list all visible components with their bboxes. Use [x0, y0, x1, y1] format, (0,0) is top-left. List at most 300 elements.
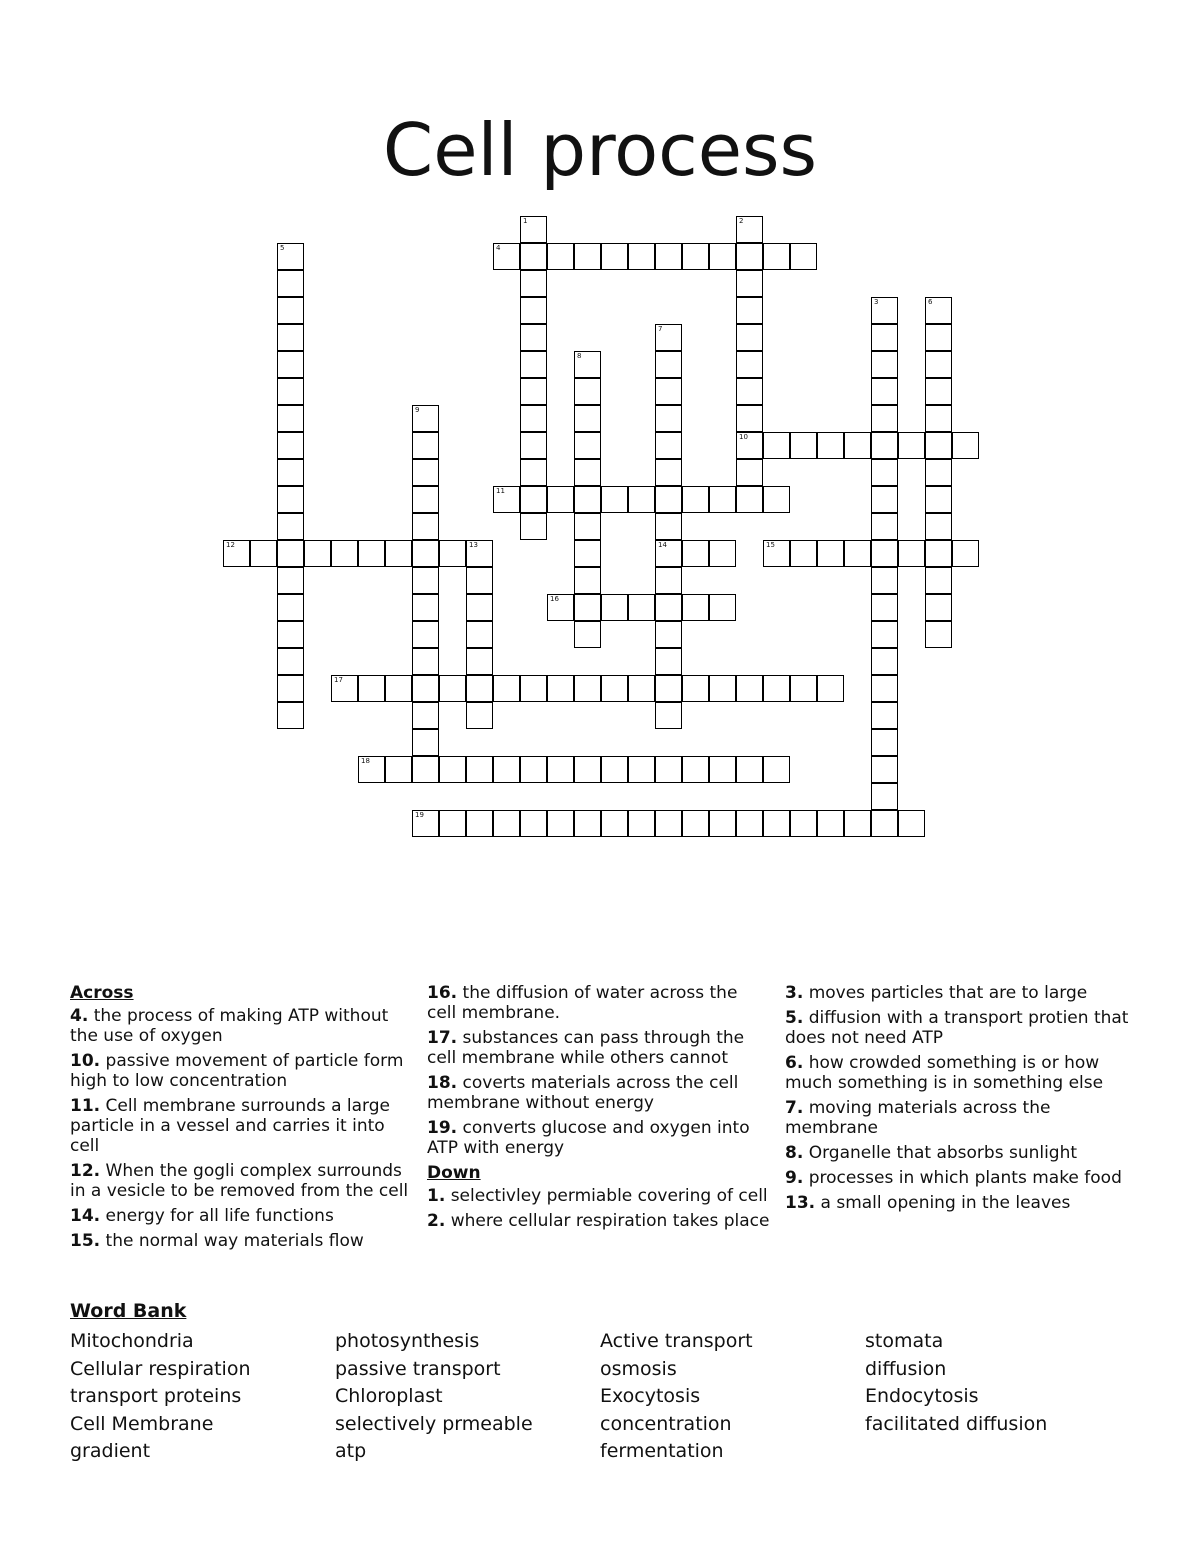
word-bank-item: Cellular respiration: [70, 1357, 251, 1380]
crossword-cell[interactable]: [223, 540, 250, 567]
crossword-cell[interactable]: [736, 378, 763, 405]
crossword-cell[interactable]: [736, 810, 763, 837]
crossword-cell[interactable]: [655, 648, 682, 675]
crossword-cell[interactable]: [682, 243, 709, 270]
crossword-cell[interactable]: [952, 432, 979, 459]
crossword-cell[interactable]: [871, 540, 898, 567]
clue-number-label: 16: [550, 595, 559, 603]
crossword-cell[interactable]: [871, 702, 898, 729]
crossword-cell[interactable]: [277, 567, 304, 594]
crossword-cell[interactable]: [925, 621, 952, 648]
crossword-cell[interactable]: [925, 432, 952, 459]
crossword-cell[interactable]: [466, 567, 493, 594]
crossword-cell[interactable]: [277, 432, 304, 459]
crossword-cell[interactable]: [763, 756, 790, 783]
down-clue: [427, 1211, 772, 1231]
crossword-cell[interactable]: [682, 675, 709, 702]
crossword-cell[interactable]: [871, 648, 898, 675]
word-bank-item: Chloroplast: [335, 1385, 443, 1408]
across-clue: [427, 1028, 772, 1068]
crossword-cell[interactable]: [520, 216, 547, 243]
crossword-cell[interactable]: [358, 540, 385, 567]
down-clue: [785, 1098, 1130, 1138]
crossword-cell[interactable]: [412, 675, 439, 702]
across-clue: [70, 1161, 415, 1201]
crossword-cell[interactable]: [925, 297, 952, 324]
word-bank-item: Mitochondria: [70, 1330, 194, 1352]
crossword-cell[interactable]: [925, 513, 952, 540]
crossword-cell[interactable]: [412, 513, 439, 540]
clue-text: the process of making ATP without the use of oxygen: [70, 1006, 389, 1046]
word-bank-item: passive transport: [335, 1357, 501, 1380]
crossword-cell[interactable]: [574, 594, 601, 621]
crossword-cell[interactable]: [439, 540, 466, 567]
down-clue: [427, 1186, 772, 1206]
crossword-cell[interactable]: [277, 243, 304, 270]
crossword-cell[interactable]: [844, 432, 871, 459]
down-clue: [785, 1193, 1130, 1213]
crossword-cell[interactable]: [304, 540, 331, 567]
crossword-cell[interactable]: [655, 702, 682, 729]
crossword-cell[interactable]: [466, 756, 493, 783]
crossword-cell[interactable]: [871, 783, 898, 810]
crossword-cell[interactable]: [763, 675, 790, 702]
word-bank-item: concentration: [600, 1412, 732, 1435]
crossword-cell[interactable]: [871, 513, 898, 540]
clue-number-label: 7: [658, 325, 663, 333]
down-heading: Down: [427, 1163, 481, 1183]
across-clue: [70, 1006, 415, 1046]
crossword-cell[interactable]: [763, 540, 790, 567]
crossword-cell[interactable]: [574, 675, 601, 702]
crossword-cell[interactable]: [736, 675, 763, 702]
crossword-cell[interactable]: [925, 459, 952, 486]
crossword-cell[interactable]: [520, 432, 547, 459]
crossword-cell[interactable]: [412, 567, 439, 594]
clue-number-label: 18: [361, 757, 370, 765]
crossword-cell[interactable]: [574, 486, 601, 513]
crossword-cell[interactable]: [574, 459, 601, 486]
word-bank-item: selectively prmeable: [335, 1412, 533, 1435]
crossword-cell[interactable]: [682, 810, 709, 837]
crossword-cell[interactable]: [871, 351, 898, 378]
word-bank-item: facilitated diffusion: [865, 1412, 1048, 1435]
crossword-cell[interactable]: [871, 324, 898, 351]
crossword-cell[interactable]: [250, 540, 277, 567]
crossword-cell[interactable]: [790, 432, 817, 459]
crossword-cell[interactable]: [277, 459, 304, 486]
crossword-cell[interactable]: [871, 756, 898, 783]
crossword-cell[interactable]: [601, 810, 628, 837]
crossword-cell[interactable]: [277, 324, 304, 351]
crossword-cell[interactable]: [493, 486, 520, 513]
crossword-cell[interactable]: [925, 567, 952, 594]
crossword-cell[interactable]: [655, 486, 682, 513]
crossword-cell[interactable]: [736, 459, 763, 486]
word-bank-item: diffusion: [865, 1357, 947, 1380]
clue-text: a small opening in the leaves: [820, 1193, 1071, 1213]
crossword-cell[interactable]: [871, 405, 898, 432]
clue-text: the normal way materials flow: [105, 1231, 364, 1251]
crossword-cell[interactable]: [925, 594, 952, 621]
crossword-cell[interactable]: [412, 702, 439, 729]
clue-number: 16.: [427, 983, 458, 1003]
crossword-cell[interactable]: [574, 243, 601, 270]
crossword-cell[interactable]: [817, 675, 844, 702]
crossword-cell[interactable]: [277, 675, 304, 702]
crossword-cell[interactable]: [412, 648, 439, 675]
clue-number-label: 1: [523, 217, 528, 225]
clue-number: 15.: [70, 1231, 101, 1251]
crossword-cell[interactable]: [628, 243, 655, 270]
crossword-cell[interactable]: [466, 810, 493, 837]
crossword-cell[interactable]: [277, 594, 304, 621]
crossword-cell[interactable]: [520, 486, 547, 513]
crossword-cell[interactable]: [736, 270, 763, 297]
crossword-cell[interactable]: [277, 702, 304, 729]
clue-number-label: 19: [415, 811, 424, 819]
clue-text: processes in which plants make food: [808, 1168, 1122, 1188]
clue-number-label: 10: [739, 433, 748, 441]
crossword-cell[interactable]: [655, 513, 682, 540]
crossword-cell[interactable]: [736, 324, 763, 351]
crossword-cell[interactable]: [466, 702, 493, 729]
crossword-cell[interactable]: [574, 621, 601, 648]
clue-number: 12.: [70, 1161, 101, 1181]
crossword-cell[interactable]: [574, 405, 601, 432]
crossword-cell[interactable]: [871, 378, 898, 405]
clue-number-label: 11: [496, 487, 505, 495]
crossword-cell[interactable]: [736, 405, 763, 432]
crossword-cell[interactable]: [655, 810, 682, 837]
crossword-cell[interactable]: [520, 243, 547, 270]
crossword-cell[interactable]: [412, 756, 439, 783]
crossword-cell[interactable]: [439, 810, 466, 837]
word-bank-item: Active transport: [600, 1330, 753, 1352]
clue-text: converts glucose and oxygen into ATP with energy: [427, 1118, 750, 1158]
crossword-cell[interactable]: [574, 756, 601, 783]
crossword-cell[interactable]: [520, 297, 547, 324]
word-bank-item: osmosis: [600, 1357, 677, 1380]
crossword-cell[interactable]: [412, 729, 439, 756]
crossword-cell[interactable]: [277, 513, 304, 540]
crossword-cell[interactable]: [547, 810, 574, 837]
crossword-cell[interactable]: [871, 432, 898, 459]
clue-number: 19.: [427, 1118, 458, 1138]
clue-number: 13.: [785, 1193, 816, 1213]
crossword-cell[interactable]: [628, 486, 655, 513]
crossword-cell[interactable]: [385, 756, 412, 783]
crossword-cell[interactable]: [412, 405, 439, 432]
clue-text: energy for all life functions: [105, 1206, 334, 1226]
crossword-cell[interactable]: [655, 324, 682, 351]
crossword-cell[interactable]: [628, 756, 655, 783]
crossword-cell[interactable]: [682, 540, 709, 567]
crossword-cell[interactable]: [763, 243, 790, 270]
crossword-cell[interactable]: [925, 405, 952, 432]
crossword-cell[interactable]: [736, 216, 763, 243]
crossword-cell[interactable]: [601, 675, 628, 702]
clue-number-label: 2: [739, 217, 744, 225]
crossword-cell[interactable]: [871, 621, 898, 648]
crossword-cell[interactable]: [277, 351, 304, 378]
clue-number: 9.: [785, 1168, 804, 1188]
crossword-cell[interactable]: [709, 243, 736, 270]
crossword-cell[interactable]: [871, 297, 898, 324]
crossword-cell[interactable]: [871, 729, 898, 756]
crossword-cell[interactable]: [736, 351, 763, 378]
crossword-cell[interactable]: [817, 540, 844, 567]
crossword-cell[interactable]: [520, 513, 547, 540]
crossword-cell[interactable]: [493, 675, 520, 702]
crossword-cell[interactable]: [736, 756, 763, 783]
crossword-cell[interactable]: [331, 675, 358, 702]
down-clue: [785, 983, 1130, 1003]
crossword-cell[interactable]: [277, 378, 304, 405]
clue-text: selectivley permiable covering of cell: [450, 1186, 768, 1206]
clue-text: passive movement of particle form high to low concentration: [70, 1051, 404, 1091]
crossword-cell[interactable]: [412, 459, 439, 486]
clue-number: 2.: [427, 1211, 446, 1231]
crossword-cell[interactable]: [871, 567, 898, 594]
crossword-cell[interactable]: [925, 351, 952, 378]
crossword-cell[interactable]: [925, 486, 952, 513]
crossword-cell[interactable]: [763, 486, 790, 513]
crossword-cell[interactable]: [709, 594, 736, 621]
clues-column-1: [70, 983, 415, 1256]
crossword-cell[interactable]: [547, 756, 574, 783]
crossword-cell[interactable]: [331, 540, 358, 567]
crossword-cell[interactable]: [763, 810, 790, 837]
crossword-cell[interactable]: [709, 810, 736, 837]
crossword-cell[interactable]: [493, 243, 520, 270]
crossword-cell[interactable]: [277, 270, 304, 297]
crossword-cell[interactable]: [790, 675, 817, 702]
crossword-cell[interactable]: [520, 270, 547, 297]
crossword-cell[interactable]: [655, 756, 682, 783]
crossword-cell[interactable]: [439, 675, 466, 702]
crossword-cell[interactable]: [385, 540, 412, 567]
clue-text: diffusion with a transport protien that does not need ATP: [785, 1008, 1129, 1048]
crossword-cell[interactable]: [412, 540, 439, 567]
crossword-cell[interactable]: [277, 297, 304, 324]
crossword-cell[interactable]: [790, 540, 817, 567]
crossword-cell[interactable]: [817, 432, 844, 459]
clue-text: substances can pass through the cell membrane while others cannot: [427, 1028, 745, 1068]
crossword-cell[interactable]: [493, 810, 520, 837]
across-clue: [427, 1118, 772, 1158]
crossword-cell[interactable]: [466, 648, 493, 675]
clue-text: where cellular respiration takes place: [450, 1211, 770, 1231]
word-bank-column-2: [335, 1328, 595, 1466]
crossword-cell[interactable]: [574, 378, 601, 405]
crossword-cell[interactable]: [871, 675, 898, 702]
crossword-cell[interactable]: [466, 621, 493, 648]
crossword-cell[interactable]: [277, 621, 304, 648]
word-bank-item: Exocytosis: [600, 1385, 701, 1408]
crossword-cell[interactable]: [655, 621, 682, 648]
crossword-cell[interactable]: [790, 810, 817, 837]
crossword-cell[interactable]: [925, 540, 952, 567]
clue-number-label: 8: [577, 352, 582, 360]
crossword-cell[interactable]: [520, 675, 547, 702]
crossword-cell[interactable]: [547, 243, 574, 270]
crossword-cell[interactable]: [601, 243, 628, 270]
crossword-cell[interactable]: [520, 351, 547, 378]
crossword-cell[interactable]: [736, 297, 763, 324]
clue-number: 3.: [785, 983, 804, 1003]
clue-number-label: 9: [415, 406, 420, 414]
crossword-cell[interactable]: [898, 432, 925, 459]
crossword-cell[interactable]: [655, 378, 682, 405]
crossword-cell[interactable]: [358, 756, 385, 783]
crossword-cell[interactable]: [844, 810, 871, 837]
clue-number: 17.: [427, 1028, 458, 1048]
crossword-cell[interactable]: [871, 594, 898, 621]
crossword-cell[interactable]: [277, 405, 304, 432]
crossword-cell[interactable]: [655, 675, 682, 702]
crossword-cell[interactable]: [790, 243, 817, 270]
crossword-cell[interactable]: [763, 432, 790, 459]
crossword-cell[interactable]: [655, 540, 682, 567]
clue-number-label: 6: [928, 298, 933, 306]
crossword-cell[interactable]: [709, 540, 736, 567]
crossword-cell[interactable]: [277, 486, 304, 513]
crossword-cell[interactable]: [736, 486, 763, 513]
clue-text: the diffusion of water across the cell membrane.: [427, 983, 738, 1023]
crossword-cell[interactable]: [574, 513, 601, 540]
crossword-cell[interactable]: [493, 756, 520, 783]
clue-text: coverts materials across the cell membrane without energy: [427, 1073, 739, 1113]
crossword-cell[interactable]: [898, 540, 925, 567]
crossword-cell[interactable]: [925, 324, 952, 351]
crossword-cell[interactable]: [574, 540, 601, 567]
crossword-cell[interactable]: [385, 675, 412, 702]
clue-text: moves particles that are to large: [808, 983, 1088, 1003]
word-bank-column-1: [70, 1328, 330, 1466]
crossword-cell[interactable]: [601, 594, 628, 621]
crossword-cell[interactable]: [547, 675, 574, 702]
crossword-cell[interactable]: [736, 432, 763, 459]
crossword-cell[interactable]: [277, 540, 304, 567]
clues-column-2: [427, 983, 772, 1236]
crossword-cell[interactable]: [574, 351, 601, 378]
crossword-cell[interactable]: [412, 432, 439, 459]
clue-number-label: 4: [496, 244, 501, 252]
crossword-cell[interactable]: [601, 756, 628, 783]
crossword-cell[interactable]: [601, 486, 628, 513]
crossword-cell[interactable]: [925, 378, 952, 405]
clue-number-label: 13: [469, 541, 478, 549]
word-bank-item: stomata: [865, 1330, 944, 1352]
crossword-cell[interactable]: [655, 243, 682, 270]
crossword-cell[interactable]: [520, 405, 547, 432]
crossword-cell[interactable]: [817, 810, 844, 837]
crossword-cell[interactable]: [574, 432, 601, 459]
clue-number-label: 14: [658, 541, 667, 549]
crossword-cell[interactable]: [871, 810, 898, 837]
crossword-cell[interactable]: [520, 459, 547, 486]
crossword-cell[interactable]: [466, 675, 493, 702]
crossword-cell[interactable]: [520, 810, 547, 837]
crossword-cell[interactable]: [844, 540, 871, 567]
crossword-cell[interactable]: [358, 675, 385, 702]
crossword-cell[interactable]: [520, 756, 547, 783]
crossword-cell[interactable]: [547, 486, 574, 513]
clue-number: 8.: [785, 1143, 804, 1163]
crossword-cell[interactable]: [628, 675, 655, 702]
crossword-cell[interactable]: [655, 594, 682, 621]
crossword-cell[interactable]: [277, 648, 304, 675]
clue-number: 4.: [70, 1006, 89, 1026]
crossword-cell[interactable]: [682, 486, 709, 513]
clue-text: Organelle that absorbs sunlight: [808, 1143, 1078, 1163]
crossword-cell[interactable]: [655, 459, 682, 486]
crossword-cell[interactable]: [628, 810, 655, 837]
crossword-cell[interactable]: [466, 594, 493, 621]
clue-number: 5.: [785, 1008, 804, 1028]
clue-number: 10.: [70, 1051, 101, 1071]
clue-text: Cell membrane surrounds a large particle in a vessel and carries it into cell: [70, 1096, 390, 1156]
crossword-cell[interactable]: [871, 486, 898, 513]
word-bank-column-4: [865, 1328, 1125, 1438]
clue-text: how crowded something is or how much something is in something else: [785, 1053, 1104, 1093]
crossword-cell[interactable]: [709, 675, 736, 702]
crossword-cell[interactable]: [655, 351, 682, 378]
across-clue: [70, 1231, 415, 1251]
crossword-cell[interactable]: [520, 324, 547, 351]
crossword-cell[interactable]: [655, 567, 682, 594]
clue-number-label: 17: [334, 676, 343, 684]
clue-number: 14.: [70, 1206, 101, 1226]
crossword-cell[interactable]: [709, 756, 736, 783]
clue-number: 18.: [427, 1073, 458, 1093]
clue-number: 11.: [70, 1096, 101, 1116]
crossword-cell[interactable]: [412, 486, 439, 513]
crossword-cell[interactable]: [412, 810, 439, 837]
puzzle-title: Cell process: [382, 108, 818, 192]
crossword-cell[interactable]: [898, 810, 925, 837]
clue-number: 1.: [427, 1186, 446, 1206]
crossword-cell[interactable]: [952, 540, 979, 567]
word-bank-item: fermentation: [600, 1440, 724, 1463]
crossword-cell[interactable]: [466, 540, 493, 567]
crossword-cell[interactable]: [736, 243, 763, 270]
crossword-cell[interactable]: [682, 756, 709, 783]
crossword-cell[interactable]: [520, 378, 547, 405]
crossword-cell[interactable]: [655, 405, 682, 432]
crossword-cell[interactable]: [547, 594, 574, 621]
crossword-cell[interactable]: [709, 486, 736, 513]
word-bank-item: gradient: [70, 1440, 151, 1463]
clue-number: 7.: [785, 1098, 804, 1118]
word-bank-column-3: [600, 1328, 860, 1466]
clue-number-label: 15: [766, 541, 775, 549]
crossword-cell[interactable]: [655, 432, 682, 459]
crossword-cell[interactable]: [574, 810, 601, 837]
crossword-cell[interactable]: [412, 594, 439, 621]
crossword-cell[interactable]: [871, 459, 898, 486]
clue-number: 6.: [785, 1053, 804, 1073]
crossword-cell[interactable]: [412, 621, 439, 648]
crossword-cell[interactable]: [574, 567, 601, 594]
crossword-cell[interactable]: [682, 594, 709, 621]
crossword-cell[interactable]: [628, 594, 655, 621]
clue-text: moving materials across the membrane: [785, 1098, 1051, 1138]
clue-number-label: 12: [226, 541, 235, 549]
word-bank-item: Endocytosis: [865, 1385, 979, 1408]
crossword-cell[interactable]: [439, 756, 466, 783]
